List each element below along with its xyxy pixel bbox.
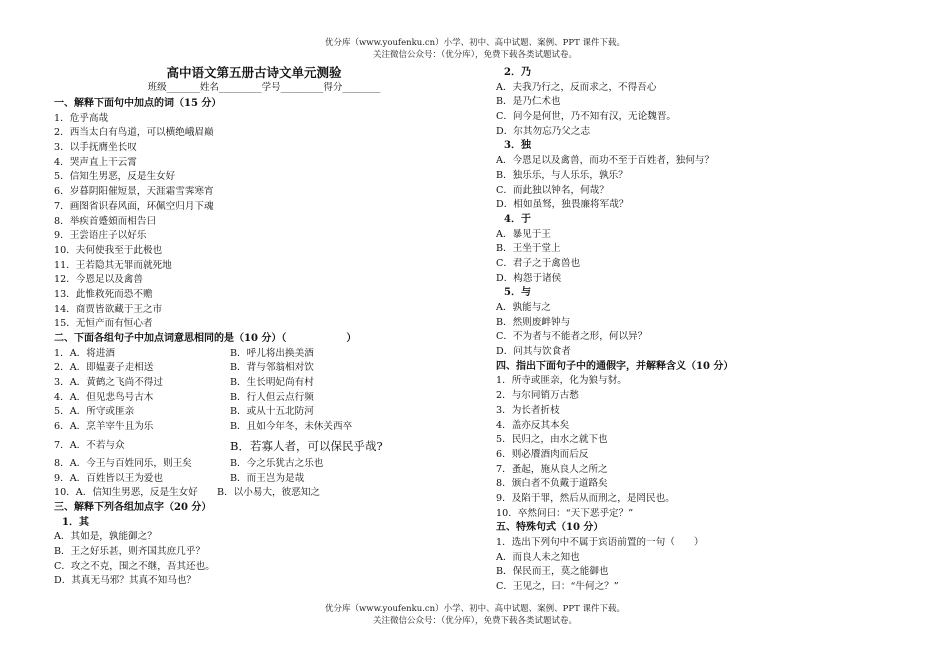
list-item: 4．哭声直上干云霄 bbox=[54, 156, 137, 168]
option-a: 2．A．即媪妻子走相送 bbox=[54, 362, 154, 374]
list-item: 4．盖亦反其本矣 bbox=[496, 419, 570, 431]
list-item: 7．画图省识春风面，环佩空归月下魂 bbox=[54, 200, 214, 212]
list-item: 8．颁白者不负戴于道路矣 bbox=[496, 478, 608, 490]
option-a: 9．A．百姓皆以王为爱也 bbox=[54, 472, 163, 484]
option-a: 7．A．不若与众 bbox=[54, 439, 125, 451]
list-item: 10．卒然问曰：“天下恶乎定？” bbox=[496, 507, 634, 519]
list-item: B．王之好乐甚，则齐国其庶几乎？ bbox=[54, 545, 205, 557]
question-row bbox=[54, 376, 474, 391]
header-line-2: 关注微信公众号：（优分库），免费下载各类试题试卷。 bbox=[372, 50, 577, 60]
list-item: 3．以手抚膺坐长叹 bbox=[54, 142, 137, 154]
list-item: 14．商贾皆欲藏于王之市 bbox=[54, 303, 163, 315]
list-item: C．攻之不克，围之不继，吾其还也。 bbox=[54, 560, 215, 572]
section-1-heading: 一、解释下面句中加点的词（15 分） bbox=[54, 98, 222, 109]
question-row bbox=[54, 347, 474, 362]
footer-line-1: 优分库（www.youfenku.cn）小学、初中、高中试题、案例、PPT 课件下载。 bbox=[325, 604, 625, 614]
list-item: 13．此惟救死而恐不赡 bbox=[54, 288, 153, 300]
list-item: 5．信知生男恶，反是生女好 bbox=[54, 171, 176, 183]
option-a: 3．A．黄鹤之飞尚不得过 bbox=[54, 377, 163, 389]
question-row bbox=[54, 391, 474, 406]
section-3-heading: 三、解释下列各组加点字（20 分） bbox=[54, 501, 212, 513]
list-item: C．而此独以钟名，何哉？ bbox=[496, 184, 609, 196]
list-item: C．王见之，曰：“牛何之？” bbox=[496, 581, 619, 593]
list-item: C．不为者与不能者之形，何以异？ bbox=[496, 331, 648, 343]
exam-title: 高中语文第五册古诗文单元测验 bbox=[166, 65, 342, 80]
list-item: 8．举疾首蹙頞而相告曰 bbox=[54, 215, 157, 227]
right-column bbox=[496, 66, 916, 595]
option-a: 8．A．今王与百姓同乐，则王矣 bbox=[54, 457, 192, 469]
group-label: 2．乃 bbox=[504, 67, 531, 78]
option-b: B．或从十五北防河 bbox=[230, 406, 314, 418]
list-item: B．王坐于堂上 bbox=[496, 243, 561, 255]
student-info-line: 班级_______姓名_________学号_________得分________ bbox=[147, 82, 381, 93]
list-item: 3．为长者折枝 bbox=[496, 404, 560, 416]
list-item: B．然则废衅钟与 bbox=[496, 316, 571, 328]
list-item: B．保民而王，莫之能御也 bbox=[496, 566, 609, 578]
question-row bbox=[54, 361, 474, 376]
list-item: C．问今是何世，乃不知有汉，无论魏晋。 bbox=[496, 111, 677, 123]
list-item: 15．无恒产而有恒心者 bbox=[54, 318, 153, 330]
list-item: 6．岁暮阴阳催短景，天涯霜雪霁寒宵 bbox=[54, 186, 214, 198]
list-item: 9．王尝语庄子以好乐 bbox=[54, 230, 147, 242]
list-item: 11．王若隐其无罪而就死地 bbox=[54, 259, 172, 271]
list-item: 2．与尔同销万古愁 bbox=[496, 390, 579, 402]
section-4-heading: 四、指出下面句子中的通假字，并解释含义（10 分） bbox=[496, 360, 734, 372]
list-item: 5．民归之，由水之就下也 bbox=[496, 434, 608, 446]
option-b: B．呼儿将出换美酒 bbox=[230, 347, 314, 359]
question-stem: 1．选出下列句中不属于宾语前置的一句（ ） bbox=[496, 537, 704, 548]
option-a: 6．A．烹羊宰牛且为乐 bbox=[54, 421, 154, 433]
list-item: 1．所寺或匪亲，化为狼与豺。 bbox=[496, 375, 627, 387]
option-b: B．若寡人者，可以保民乎哉? bbox=[230, 438, 383, 453]
list-item: 10．夫何使我至于此极也 bbox=[54, 244, 163, 256]
question-row bbox=[54, 472, 474, 487]
list-item: A．孰能与之 bbox=[496, 302, 551, 313]
list-item: D．构怨于诸侯 bbox=[496, 272, 562, 284]
footer-line-2: 关注微信公众号：（优分库），免费下载各类试题试卷。 bbox=[372, 616, 577, 626]
option-b: B．今之乐犹古之乐也 bbox=[230, 457, 324, 469]
question-row bbox=[54, 457, 474, 472]
option-a: 1．A．将进酒 bbox=[54, 347, 116, 359]
list-item: B．是乃仁术也 bbox=[496, 96, 561, 108]
question-row bbox=[54, 405, 474, 420]
question-row: 10．A．信知生男恶，反是生女好 B．以小易大，彼恶知之 bbox=[54, 487, 321, 499]
header-line-1: 优分库（www.youfenku.cn）小学、初中、高中试题、案例、PPT 课件下载。 bbox=[325, 38, 625, 48]
group-label: 4．于 bbox=[504, 213, 531, 225]
group-label: 1．其 bbox=[62, 516, 89, 528]
section-5-heading: 五、特殊句式（10 分） bbox=[496, 522, 604, 534]
list-item: D．问其与饮食者 bbox=[496, 346, 571, 358]
option-a: 4．A．但见悲鸟号古木 bbox=[54, 391, 154, 403]
question-row bbox=[54, 435, 474, 457]
list-item: D．尔其勿忘乃父之志 bbox=[496, 125, 591, 137]
option-b: B．且如今年冬，未休关西卒 bbox=[230, 421, 353, 433]
list-item: C．君子之于禽兽也 bbox=[496, 257, 581, 269]
group-label: 5．与 bbox=[504, 287, 531, 299]
list-item: 6．则必餍酒肉而后反 bbox=[496, 448, 589, 460]
question-row bbox=[54, 420, 474, 435]
list-item: 2．西当太白有鸟道，可以横绝峨眉巅 bbox=[54, 127, 214, 139]
list-item: 1．危乎高哉 bbox=[54, 112, 109, 124]
option-b: B．行人但云点行频 bbox=[230, 391, 314, 403]
list-item: A．其如是，孰能御之？ bbox=[54, 531, 157, 543]
option-b: B．生长明妃尚有村 bbox=[230, 377, 314, 389]
list-item: A．而良人未之知也 bbox=[496, 551, 580, 563]
list-item: A．暴见于王 bbox=[496, 228, 551, 240]
group-label: 3．独 bbox=[504, 140, 531, 152]
list-item: 7．蚤起，施从良人之所之 bbox=[496, 463, 608, 475]
list-item: D．相如虽驽，独畏廉将军哉？ bbox=[496, 199, 629, 211]
list-item: A．夫我乃行之，反而求之，不得吾心 bbox=[496, 81, 657, 93]
list-item: D．其真无马邪？其真不知马也？ bbox=[54, 575, 197, 587]
list-item: 9．及陷于罪，然后从而刑之，是罔民也。 bbox=[496, 492, 675, 504]
section-2-heading: 二、下面各组句子中加点词意思相同的是（10 分）（ ） bbox=[54, 333, 357, 344]
option-b: B．背与邻翁相对饮 bbox=[230, 362, 314, 374]
option-a: 5．A．所守或匪亲 bbox=[54, 406, 135, 418]
option-b: B．而王岂为是哉 bbox=[230, 472, 305, 484]
left-column bbox=[54, 66, 474, 589]
list-item: 12．今恩足以及禽兽 bbox=[54, 274, 143, 286]
list-item: B．独乐乐，与人乐乐，孰乐？ bbox=[496, 169, 628, 181]
list-item: A．今恩足以及禽兽，而功不至于百姓者，独何与？ bbox=[496, 155, 714, 167]
